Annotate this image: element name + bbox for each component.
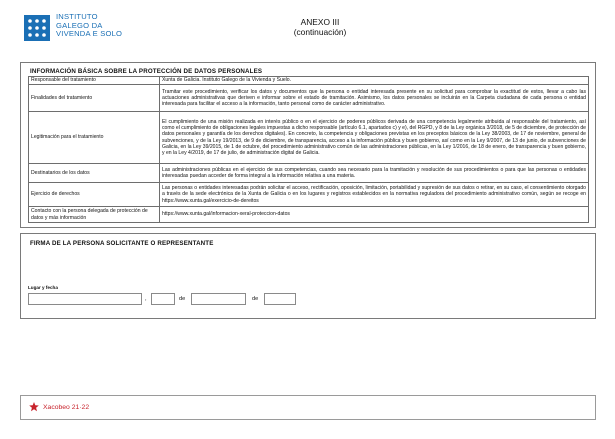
de-separator: de bbox=[179, 296, 186, 302]
row-label: Ejercicio de derechos bbox=[29, 183, 160, 207]
de-separator: de bbox=[252, 296, 259, 302]
table-row bbox=[29, 112, 589, 164]
footer-box bbox=[20, 395, 596, 420]
xunta-emblem-icon bbox=[22, 13, 52, 43]
place-field[interactable] bbox=[28, 293, 142, 305]
signature-title: FIRMA DE LA PERSONA SOLICITANTE O REPRESENTANTE bbox=[30, 240, 214, 247]
row-label: Contacto con la persona delegada de protección de datos y más información bbox=[29, 207, 160, 223]
row-label: Destinatarios de los datos bbox=[29, 164, 160, 183]
row-value: Las administraciones públicas en el ejercicio de sus competencias, cuando sea necesario para la tramitación y resolución de sus procedimientos o para que las personas o entidades interesadas puedan acceder de forma integral a la información relativa a una materia. bbox=[160, 164, 589, 183]
data-protection-table bbox=[28, 76, 589, 223]
logo-text bbox=[56, 13, 122, 39]
table-row bbox=[29, 85, 589, 112]
xacobeo-logo bbox=[28, 401, 89, 413]
row-value: Xunta de Galicia. Instituto Galego de la Vivienda y Suelo. bbox=[160, 77, 589, 85]
day-field[interactable] bbox=[151, 293, 175, 305]
row-value: https://www.xunta.gal/informacion-xeral-proteccion-datos bbox=[160, 207, 589, 223]
row-value: Las personas o entidades interesadas podrán solicitar el acceso, rectificación, oposición, limitación, portabilidad y supresión de sus datos o retirar, en su caso, el consentimiento otorgado a través de la sede electrónica de la Xunta de Galicia o en los lugares y registros establecidos en la normativa reguladora del procedimiento administrativo común, según se recoge en https://www.xunta.gal/exercicio-de-dereitos bbox=[160, 183, 589, 207]
table-row bbox=[29, 207, 589, 223]
year-field[interactable] bbox=[264, 293, 296, 305]
xacobeo-scallop-icon bbox=[28, 401, 40, 413]
row-value: El cumplimiento de una misión realizada en interés público o en el ejercicio de poderes públicos derivada de una competencia legalmente atribuida al responsable del tratamiento, así como el cumplimiento de obligaciones legales impuestas a dicho responsable (artículo 6.1, apartados c) y e), del RGPD, y 8 de la Ley orgánica 3/2018, de 5 de diciembre, de protección de datos personales y garantía de los derechos digitales). En concreto, la competencia y obligaciones previstas en los preceptos básicos de la Ley 38/2003, de 17 de noviembre, general de subvenciones, y de la Ley 19/2013, de 9 de diciembre, de transparencia, acceso a la información pública y buen gobierno, así como en la Ley 9/2007, de 13 de junio, de subvenciones de Galicia, en la Ley 39/2015, de 1 de octubre, del procedimiento administrativo común de las administraciones públicas, en la Ley 1/2016, de 18 de enero, de transparencia y buen gobierno, y en la Ley 4/2019, de 17 de julio, de administración digital de Galicia. bbox=[160, 112, 589, 164]
annex-subtitle: (continuación) bbox=[293, 27, 347, 37]
xacobeo-text: Xacobeo 21·22 bbox=[43, 403, 90, 411]
row-label: Finalidades del tratamiento bbox=[29, 85, 160, 112]
annex-title: ANEXO III bbox=[300, 17, 340, 27]
table-row bbox=[29, 164, 589, 183]
table-row bbox=[29, 183, 589, 207]
month-field[interactable] bbox=[191, 293, 246, 305]
data-protection-title: INFORMACIÓN BÁSICA SOBRE LA PROTECCIÓN DE DATOS PERSONALES bbox=[30, 68, 263, 75]
logo-line: INSTITUTO bbox=[56, 12, 98, 21]
logo-line: GALEGO DA bbox=[56, 20, 103, 30]
row-label: Legitimación para el tratamiento bbox=[29, 112, 160, 164]
row-value: Tramitar este procedimiento, verificar los datos y documentos que la persona o entidad interesada presente en su solicitud para comprobar la exactitud de estos, llevar a cabo las actuaciones administrativas que deriven e informar sobre el estado de tramitación. Asimismo, los datos personales se incluirán en la Carpeta ciudadana de cada persona o entidad interesada para facilitar el acceso a la información, tanto personal como de carácter administrativo. bbox=[160, 85, 589, 112]
logo-line: VIVENDA E SOLO bbox=[56, 29, 123, 39]
annex-heading bbox=[260, 17, 380, 37]
igvs-logo bbox=[22, 13, 122, 43]
row-label: Responsable del tratamiento bbox=[29, 77, 160, 85]
table-row bbox=[29, 77, 589, 85]
place-date-label: Lugar y fecha bbox=[28, 285, 58, 290]
comma-separator: , bbox=[145, 296, 147, 302]
